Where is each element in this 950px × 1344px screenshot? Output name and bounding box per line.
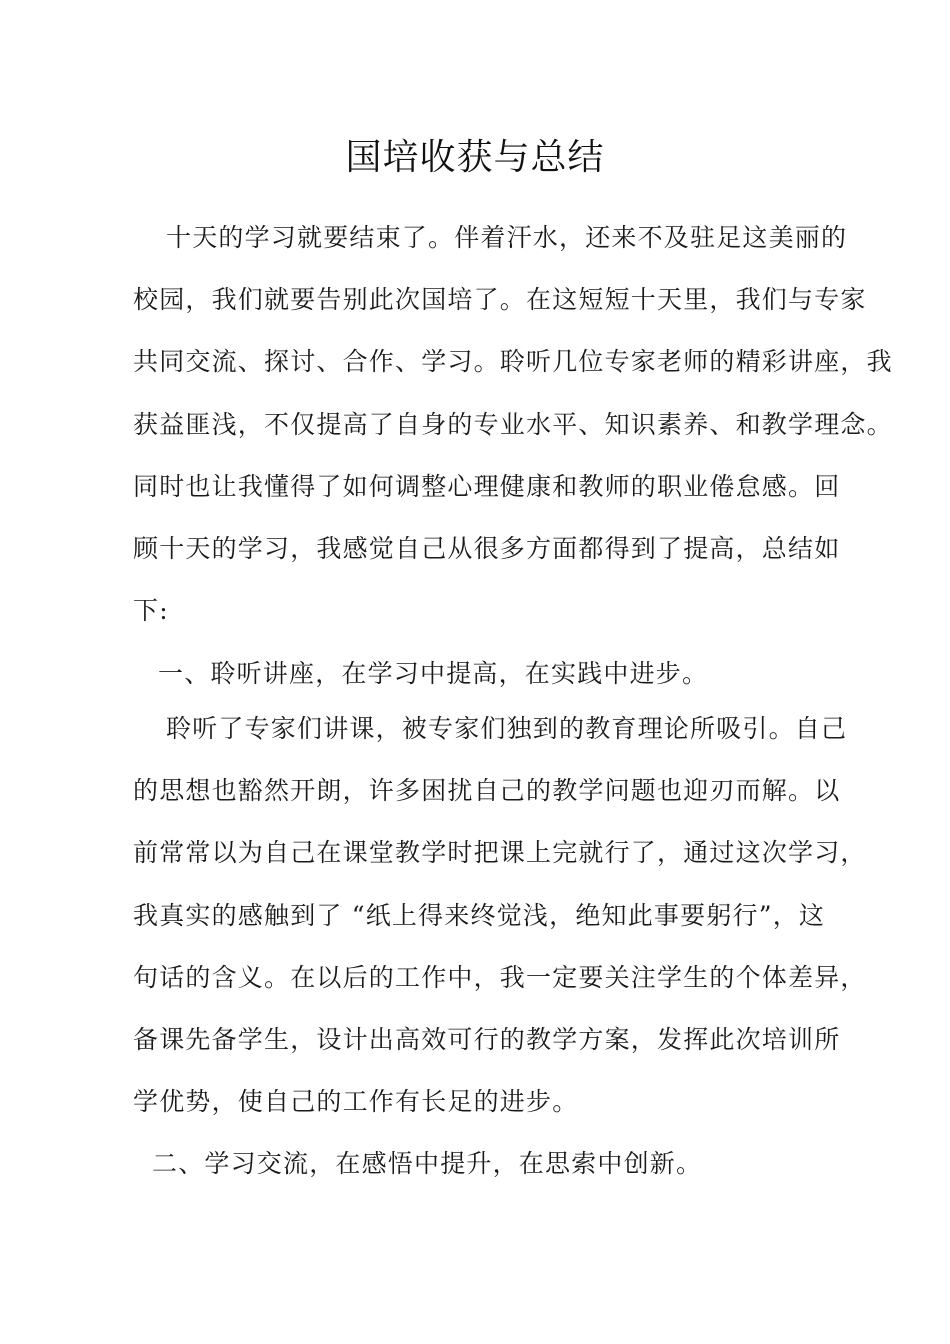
paragraph-line: 共同交流、探讨、合作、学习。聆听几位专家老师的精彩讲座，我 (133, 347, 893, 376)
paragraph-line: 句话的含义。在以后的工作中，我一定要关注学生的个体差异， (133, 963, 867, 992)
paragraph-line: 下: (133, 596, 169, 625)
section-heading-2: 二、学习交流，在感悟中提升，在思索中创新。 (152, 1149, 703, 1178)
document-title: 国培收获与总结 (345, 137, 605, 178)
paragraph-line: 校园，我们就要告别此次国培了。在这短短十天里，我们与专家 (133, 285, 867, 314)
paragraph-line: 获益匪浅，不仅提高了自身的专业水平、知识素养、和教学理念。 (133, 410, 893, 439)
paragraph-line: 的思想也豁然开朗，许多困扰自己的教学问题也迎刃而解。以 (133, 776, 841, 805)
paragraph-line: 聆听了专家们讲课，被专家们独到的教育理论所吸引。自己 (166, 714, 848, 743)
paragraph-line: 同时也让我懂得了如何调整心理健康和教师的职业倦怠感。回 (133, 472, 841, 501)
paragraph-line: 前常常以为自己在课堂教学时把课上完就行了，通过这次学习， (133, 838, 867, 867)
paragraph-line: 学优势，使自己的工作有长足的进步。 (133, 1087, 579, 1116)
section-heading-1: 一、聆听讲座，在学习中提高，在实践中进步。 (158, 659, 709, 688)
paragraph-line: 我真实的感触到了 “纸上得来终觉浅，绝知此事要躬行”，这 (133, 901, 826, 930)
paragraph-line: 备课先备学生，设计出高效可行的教学方案，发挥此次培训所 (133, 1025, 841, 1054)
paragraph-line: 十天的学习就要结束了。伴着汗水，还来不及驻足这美丽的 (166, 223, 848, 252)
paragraph-line: 顾十天的学习，我感觉自己从很多方面都得到了提高，总结如 (133, 534, 841, 563)
